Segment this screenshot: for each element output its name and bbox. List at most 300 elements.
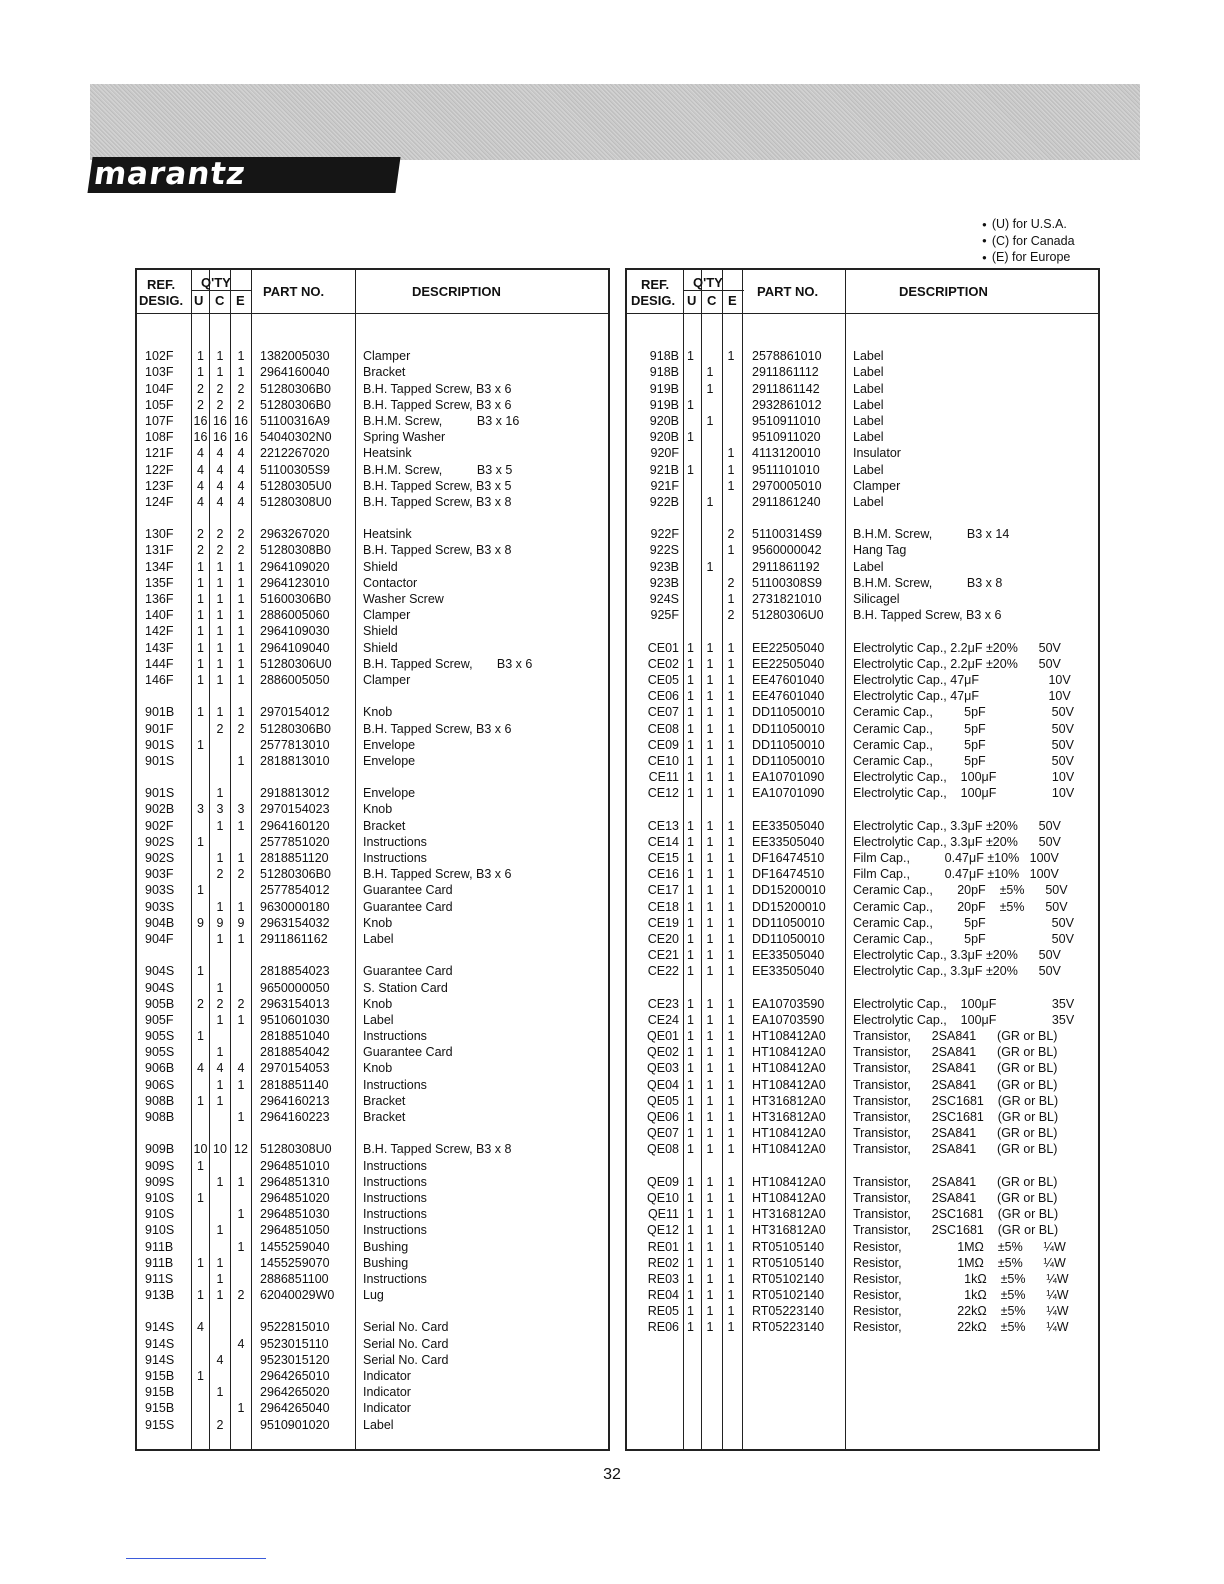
table-row <box>137 1060 608 1076</box>
part-no-cell: 2964160120 <box>260 818 330 833</box>
description-cell: Guarantee Card <box>363 964 453 979</box>
description-cell: Ceramic Cap., 5pF 50V <box>853 931 1074 946</box>
qty-c-cell: 1 <box>706 413 714 428</box>
part-no-cell: RT05223140 <box>752 1304 825 1319</box>
part-no-cell: DD15200010 <box>752 899 826 914</box>
part-no-cell: 1455259070 <box>260 1255 330 1270</box>
qty-c-cell: 16 <box>213 413 227 428</box>
qty-c-cell: 1 <box>216 786 224 801</box>
part-no-cell: DD11050010 <box>752 721 825 736</box>
ref-cell: 105F <box>145 397 174 412</box>
qty-c-cell: 2 <box>216 1417 224 1432</box>
qty-e-cell: 4 <box>237 494 245 509</box>
description-cell: Heatsink <box>363 446 412 461</box>
part-no-cell: 2964851310 <box>260 1174 330 1189</box>
part-no-cell: 2964160223 <box>260 1110 330 1124</box>
description-cell: Electrolytic Cap., 2.2μF ±20% 50V <box>853 640 1061 655</box>
table-row <box>627 1287 1098 1303</box>
part-no-cell: 2964160040 <box>260 365 330 380</box>
table-row <box>627 882 1098 898</box>
qty-c-cell: 1 <box>706 365 714 380</box>
qty-c-cell: 1 <box>216 931 224 946</box>
qty-e-cell: 4 <box>237 1336 245 1351</box>
part-no-cell: EA10701090 <box>752 770 825 785</box>
description-cell: Film Cap., 0.47μF ±10% 100V <box>853 851 1059 865</box>
qty-e-cell: 4 <box>237 478 245 493</box>
qty-u-cell: 1 <box>197 1369 204 1383</box>
qty-u-cell: 1 <box>197 575 204 590</box>
part-no-cell: 9650000050 <box>260 980 330 995</box>
qty-c-cell: 1 <box>706 1288 714 1303</box>
part-no-cell: 2818854023 <box>260 964 330 979</box>
part-no-cell: 9510601030 <box>260 1012 330 1027</box>
table-row <box>627 1077 1098 1093</box>
part-no-cell: HT108412A0 <box>752 1190 826 1205</box>
qty-u-cell: 1 <box>687 1012 694 1027</box>
qty-u-cell: 4 <box>197 494 204 509</box>
part-no-cell: HT108412A0 <box>752 1077 826 1092</box>
qty-e-cell: 1 <box>727 1271 735 1286</box>
qty-c-cell: 1 <box>216 575 224 590</box>
part-no-cell: HT108412A0 <box>752 1174 826 1189</box>
description-cell: B.H. Tapped Screw, B3 x 6 <box>853 608 1002 623</box>
qty-c-cell: 1 <box>216 1288 224 1303</box>
qty-c-cell: 1 <box>706 786 714 801</box>
part-no-cell: 2964265040 <box>260 1401 330 1416</box>
qty-e-cell: 1 <box>727 851 735 865</box>
qty-c-cell: 1 <box>706 672 714 687</box>
qty-c-cell: 1 <box>706 770 714 785</box>
qty-e-cell: 1 <box>727 964 735 979</box>
description-cell: Knob <box>363 996 393 1011</box>
table-row <box>627 510 1098 526</box>
qty-c-cell: 1 <box>706 1271 714 1286</box>
qty-e-cell: 1 <box>727 931 735 946</box>
table-row <box>137 1336 608 1352</box>
table-row <box>137 462 608 478</box>
qty-e-cell: 16 <box>234 430 248 445</box>
qty-c-cell: 1 <box>706 721 714 736</box>
ref-cell: QE05 <box>647 1093 679 1108</box>
description-cell: Instructions <box>363 1271 427 1286</box>
qty-e-cell: 2 <box>237 543 245 558</box>
table-row <box>137 1222 608 1238</box>
qty-c-cell: 1 <box>706 1190 714 1205</box>
part-no-cell: DD15200010 <box>752 883 826 898</box>
qty-e-cell: 4 <box>237 446 245 461</box>
part-no-cell: 9510901020 <box>260 1417 330 1432</box>
qty-c-cell: 2 <box>216 721 224 736</box>
part-no-cell: 2577854012 <box>260 883 330 898</box>
qty-c-cell: 1 <box>216 1385 224 1400</box>
qty-e-cell: 1 <box>237 899 245 914</box>
description-cell: Label <box>853 494 884 509</box>
ref-cell: 922S <box>649 543 679 558</box>
qty-e-cell: 1 <box>727 1110 735 1124</box>
ref-cell: QE12 <box>647 1223 679 1238</box>
qty-e-cell: 1 <box>727 1093 735 1108</box>
qty-u-cell: 1 <box>197 592 204 606</box>
header-banner <box>90 84 1140 160</box>
description-cell: B.H.M. Screw, B3 x 5 <box>363 462 513 477</box>
ref-cell: 134F <box>145 559 174 574</box>
part-no-cell: 51280306U0 <box>260 656 332 671</box>
description-cell: B.H. Tapped Screw, B3 x 6 <box>363 867 512 882</box>
part-no-cell: 2818854042 <box>260 1045 330 1060</box>
table-row <box>137 364 608 380</box>
qty-u-cell: 1 <box>687 851 694 865</box>
table-row <box>137 640 608 656</box>
table-row <box>137 1417 608 1433</box>
table-row <box>137 1368 608 1384</box>
table-row <box>137 931 608 947</box>
qty-u-cell: 1 <box>197 705 204 720</box>
table-row <box>137 963 608 979</box>
qty-e-cell: 2 <box>237 867 245 882</box>
description-cell: Ceramic Cap., 20pF ±5% 50V <box>853 899 1068 914</box>
ref-cell: 903S <box>145 883 175 898</box>
region-legend <box>982 216 1075 266</box>
table-row <box>137 526 608 542</box>
description-cell: Shield <box>363 624 398 639</box>
qty-c-cell: 1 <box>706 1029 714 1044</box>
qty-u-cell: 2 <box>197 381 204 396</box>
qty-u-cell: 1 <box>687 705 694 720</box>
qty-c-cell: 1 <box>706 1320 714 1335</box>
table-row <box>627 753 1098 769</box>
part-no-cell: 2964265020 <box>260 1385 330 1400</box>
description-cell: Ceramic Cap., 5pF 50V <box>853 721 1074 736</box>
table-row <box>627 1044 1098 1060</box>
qty-u-cell: 1 <box>197 883 204 898</box>
part-no-cell: 2886005050 <box>260 672 330 687</box>
ref-cell: QE07 <box>647 1126 679 1141</box>
legend-item: ● (E) for Europe <box>982 249 1075 266</box>
qty-c-cell: 1 <box>706 656 714 671</box>
part-no-cell: 2964160213 <box>260 1093 330 1108</box>
qty-u-cell: 1 <box>197 349 204 364</box>
description-cell: Label <box>853 462 884 477</box>
qty-e-cell: 1 <box>727 1029 735 1044</box>
table-row <box>137 591 608 607</box>
qty-u-cell: 1 <box>687 1093 694 1108</box>
ref-cell: 905F <box>145 1012 174 1027</box>
qty-c-cell: 1 <box>216 899 224 914</box>
description-cell: Transistor, 2SA841 (GR or BL) <box>853 1061 1058 1076</box>
qty-e-cell: 1 <box>727 705 735 720</box>
qty-e-cell: 1 <box>727 462 735 477</box>
description-cell: Ceramic Cap., 5pF 50V <box>853 753 1074 768</box>
description-cell: Guarantee Card <box>363 883 453 898</box>
qty-c-cell: 1 <box>216 349 224 364</box>
ref-cell: CE11 <box>648 770 679 785</box>
ref-cell: CE10 <box>647 753 679 768</box>
description-cell: Insulator <box>853 446 901 461</box>
description-cell: Bracket <box>363 365 406 380</box>
qty-u-cell: 1 <box>687 689 694 704</box>
part-no-cell: HT108412A0 <box>752 1029 826 1044</box>
ref-cell: 103F <box>145 365 174 380</box>
header-part-no: PART NO. <box>263 284 325 299</box>
qty-c-cell: 3 <box>216 802 224 817</box>
qty-u-cell: 2 <box>197 543 204 558</box>
qty-e-cell: 1 <box>727 1077 735 1092</box>
part-no-cell: 54040302N0 <box>260 430 332 445</box>
ref-cell: CE19 <box>647 915 679 930</box>
ref-cell: CE02 <box>647 656 679 671</box>
table-row <box>627 1125 1098 1141</box>
table-row <box>137 1093 608 1109</box>
ref-cell: 146F <box>145 672 174 687</box>
ref-cell: 143F <box>145 640 174 655</box>
legend-item: ● (C) for Canada <box>982 233 1075 250</box>
ref-cell: 140F <box>145 608 174 623</box>
qty-e-cell: 2 <box>237 397 245 412</box>
ref-cell: 901B <box>145 705 175 720</box>
table-row <box>627 866 1098 882</box>
qty-e-cell: 1 <box>727 915 735 930</box>
qty-c-cell: 1 <box>216 656 224 671</box>
qty-c-cell: 1 <box>706 1304 714 1319</box>
qty-u-cell: 1 <box>687 786 694 801</box>
table-row <box>627 1060 1098 1076</box>
qty-e-cell: 1 <box>727 640 735 655</box>
qty-c-cell: 1 <box>706 964 714 979</box>
table-rows <box>627 332 1098 1336</box>
part-no-cell: RT05105140 <box>752 1255 825 1270</box>
qty-e-cell: 1 <box>727 1288 735 1303</box>
qty-u-cell: 1 <box>687 867 694 882</box>
qty-c-cell: 1 <box>706 1223 714 1238</box>
page-number: 32 <box>603 1466 621 1483</box>
description-cell: B.H.M. Screw, B3 x 16 <box>363 413 520 428</box>
qty-e-cell: 1 <box>237 705 245 720</box>
ref-cell: RE03 <box>647 1271 679 1286</box>
qty-u-cell: 1 <box>687 1190 694 1205</box>
qty-e-cell: 1 <box>237 1077 245 1092</box>
ref-cell: 914S <box>145 1352 175 1367</box>
table-row <box>627 1319 1098 1335</box>
part-no-cell: 51280308B0 <box>260 543 331 558</box>
table-row <box>627 364 1098 380</box>
part-no-cell: 2578861010 <box>752 349 822 364</box>
qty-e-cell: 1 <box>727 656 735 671</box>
qty-c-cell: 1 <box>216 1012 224 1027</box>
table-row <box>137 899 608 915</box>
ref-cell: 901S <box>145 753 175 768</box>
description-cell: Bracket <box>363 1093 406 1108</box>
qty-c-cell: 1 <box>706 1126 714 1141</box>
part-no-cell: 2818851040 <box>260 1029 330 1044</box>
table-row <box>137 866 608 882</box>
table-row <box>627 1255 1098 1271</box>
qty-u-cell: 1 <box>687 672 694 687</box>
qty-e-cell: 1 <box>237 624 245 639</box>
qty-e-cell: 1 <box>237 608 245 623</box>
part-no-cell: DF16474510 <box>752 867 825 882</box>
description-cell: Clamper <box>363 608 411 623</box>
table-row <box>137 1190 608 1206</box>
table-row <box>627 1303 1098 1319</box>
qty-e-cell: 1 <box>237 365 245 380</box>
part-no-cell: DD11050010 <box>752 931 825 946</box>
ref-cell: 135F <box>145 575 174 590</box>
qty-e-cell: 1 <box>727 1061 735 1076</box>
ref-cell: 901F <box>145 721 174 736</box>
qty-c-cell: 1 <box>216 818 224 833</box>
ref-cell: 901S <box>145 786 175 801</box>
ref-cell: 915B <box>145 1369 175 1383</box>
qty-u-cell: 1 <box>687 721 694 736</box>
qty-c-cell: 1 <box>706 640 714 655</box>
table-row <box>627 429 1098 445</box>
table-row <box>627 656 1098 672</box>
table-row <box>627 980 1098 996</box>
part-no-cell: RT05102140 <box>752 1271 825 1286</box>
table-row <box>137 737 608 753</box>
part-no-cell: 51600306B0 <box>260 592 331 606</box>
header-ref: REF. <box>147 277 176 292</box>
qty-e-cell: 1 <box>237 1110 245 1124</box>
ref-cell: 131F <box>145 543 174 558</box>
qty-e-cell: 1 <box>237 1012 245 1027</box>
part-no-cell: 2577813010 <box>260 737 330 752</box>
header-c: C <box>215 293 225 308</box>
description-cell: Washer Screw <box>363 592 444 606</box>
table-row <box>627 542 1098 558</box>
qty-u-cell: 1 <box>687 996 694 1011</box>
qty-u-cell: 1 <box>687 1304 694 1319</box>
description-cell: B.H. Tapped Screw, B3 x 6 <box>363 381 512 396</box>
description-cell: Envelope <box>363 737 416 752</box>
table-row <box>137 542 608 558</box>
table-row <box>137 1125 608 1141</box>
description-cell: Instructions <box>363 851 427 865</box>
qty-c-cell: 2 <box>216 996 224 1011</box>
qty-e-cell: 12 <box>234 1142 248 1157</box>
part-no-cell: 2964109040 <box>260 640 330 655</box>
qty-e-cell: 1 <box>727 770 735 785</box>
qty-c-cell: 1 <box>706 931 714 946</box>
description-cell: Resistor, 22kΩ ±5% ¼W <box>853 1320 1069 1335</box>
ref-cell: 903F <box>145 867 174 882</box>
qty-e-cell: 1 <box>727 786 735 801</box>
ref-cell: 911B <box>145 1255 174 1270</box>
qty-u-cell: 1 <box>687 1239 694 1254</box>
description-cell: B.H. Tapped Screw, B3 x 6 <box>363 656 533 671</box>
table-row <box>137 575 608 591</box>
table-row <box>137 753 608 769</box>
qty-c-cell: 1 <box>216 559 224 574</box>
description-cell: B.H. Tapped Screw, B3 x 8 <box>363 1142 512 1157</box>
description-cell: Transistor, 2SC1681 (GR or BL) <box>853 1093 1059 1108</box>
table-row <box>627 413 1098 429</box>
description-cell: Electrolytic Cap., 100μF 10V <box>853 786 1075 801</box>
part-no-cell: 2964109020 <box>260 559 330 574</box>
table-row <box>137 672 608 688</box>
part-no-cell: 4113120010 <box>752 446 821 461</box>
part-no-cell: 2577851020 <box>260 834 330 849</box>
table-row <box>627 381 1098 397</box>
qty-c-cell: 1 <box>216 592 224 606</box>
table-row <box>137 769 608 785</box>
part-no-cell: EE33505040 <box>752 834 825 849</box>
qty-e-cell: 1 <box>727 1045 735 1060</box>
qty-e-cell: 1 <box>727 899 735 914</box>
ref-cell: CE13 <box>647 818 679 833</box>
description-cell: Guarantee Card <box>363 899 453 914</box>
qty-e-cell: 3 <box>237 802 245 817</box>
header-u: U <box>687 293 697 308</box>
part-no-cell: 51280306B0 <box>260 397 331 412</box>
part-no-cell: 2911861112 <box>752 365 819 380</box>
parts-table-right <box>625 268 1100 1451</box>
part-no-cell: 9511101010 <box>752 462 820 477</box>
ref-cell: 914S <box>145 1320 175 1335</box>
ref-cell: 904B <box>145 915 175 930</box>
table-row <box>627 494 1098 510</box>
part-no-cell: 51280306U0 <box>752 608 824 623</box>
ref-cell: 920B <box>649 430 679 445</box>
qty-u-cell: 1 <box>687 462 694 477</box>
ref-cell: 904F <box>145 931 174 946</box>
header-description: DESCRIPTION <box>899 284 988 299</box>
ref-cell: CE21 <box>647 948 679 963</box>
qty-e-cell: 1 <box>237 592 245 606</box>
qty-u-cell: 1 <box>687 915 694 930</box>
part-no-cell: 51100308S9 <box>752 575 822 590</box>
part-no-cell: 9523015120 <box>260 1352 330 1367</box>
table-row <box>627 1012 1098 1028</box>
qty-c-cell: 1 <box>216 980 224 995</box>
table-row <box>137 494 608 510</box>
part-no-cell: HT316812A0 <box>752 1207 826 1222</box>
table-row <box>137 1109 608 1125</box>
qty-u-cell: 10 <box>193 1142 208 1157</box>
table-row <box>627 947 1098 963</box>
header-desig: DESIG. <box>631 293 676 308</box>
part-no-cell: 2964109030 <box>260 624 330 639</box>
qty-u-cell: 4 <box>197 446 204 461</box>
description-cell: Label <box>853 559 884 574</box>
table-row <box>627 785 1098 801</box>
part-no-cell: 9510911010 <box>752 413 821 428</box>
table-row <box>627 575 1098 591</box>
description-cell: B.H. Tapped Screw, B3 x 6 <box>363 721 512 736</box>
description-cell: Resistor, 22kΩ ±5% ¼W <box>853 1304 1069 1319</box>
ref-cell: 920F <box>650 446 679 461</box>
header-u: U <box>194 293 204 308</box>
part-no-cell: 2970154012 <box>260 705 330 720</box>
table-row <box>137 1319 608 1335</box>
part-no-cell: 2911861142 <box>752 381 820 396</box>
ref-cell: 910S <box>145 1190 175 1205</box>
table-row <box>627 445 1098 461</box>
description-cell: Electrolytic Cap., 3.3μF ±20% 50V <box>853 964 1061 979</box>
qty-e-cell: 4 <box>237 462 245 477</box>
qty-c-cell: 1 <box>706 851 714 865</box>
table-row <box>137 980 608 996</box>
qty-u-cell: 1 <box>197 1093 204 1108</box>
qty-e-cell: 1 <box>727 721 735 736</box>
qty-e-cell: 1 <box>237 349 245 364</box>
qty-e-cell: 1 <box>727 834 735 849</box>
description-cell: Transistor, 2SA841 (GR or BL) <box>853 1190 1058 1205</box>
table-row <box>627 607 1098 623</box>
description-cell: Transistor, 2SA841 (GR or BL) <box>853 1077 1058 1092</box>
part-no-cell: EE22505040 <box>752 656 825 671</box>
description-cell: Electrolytic Cap., 2.2μF ±20% 50V <box>853 656 1061 671</box>
